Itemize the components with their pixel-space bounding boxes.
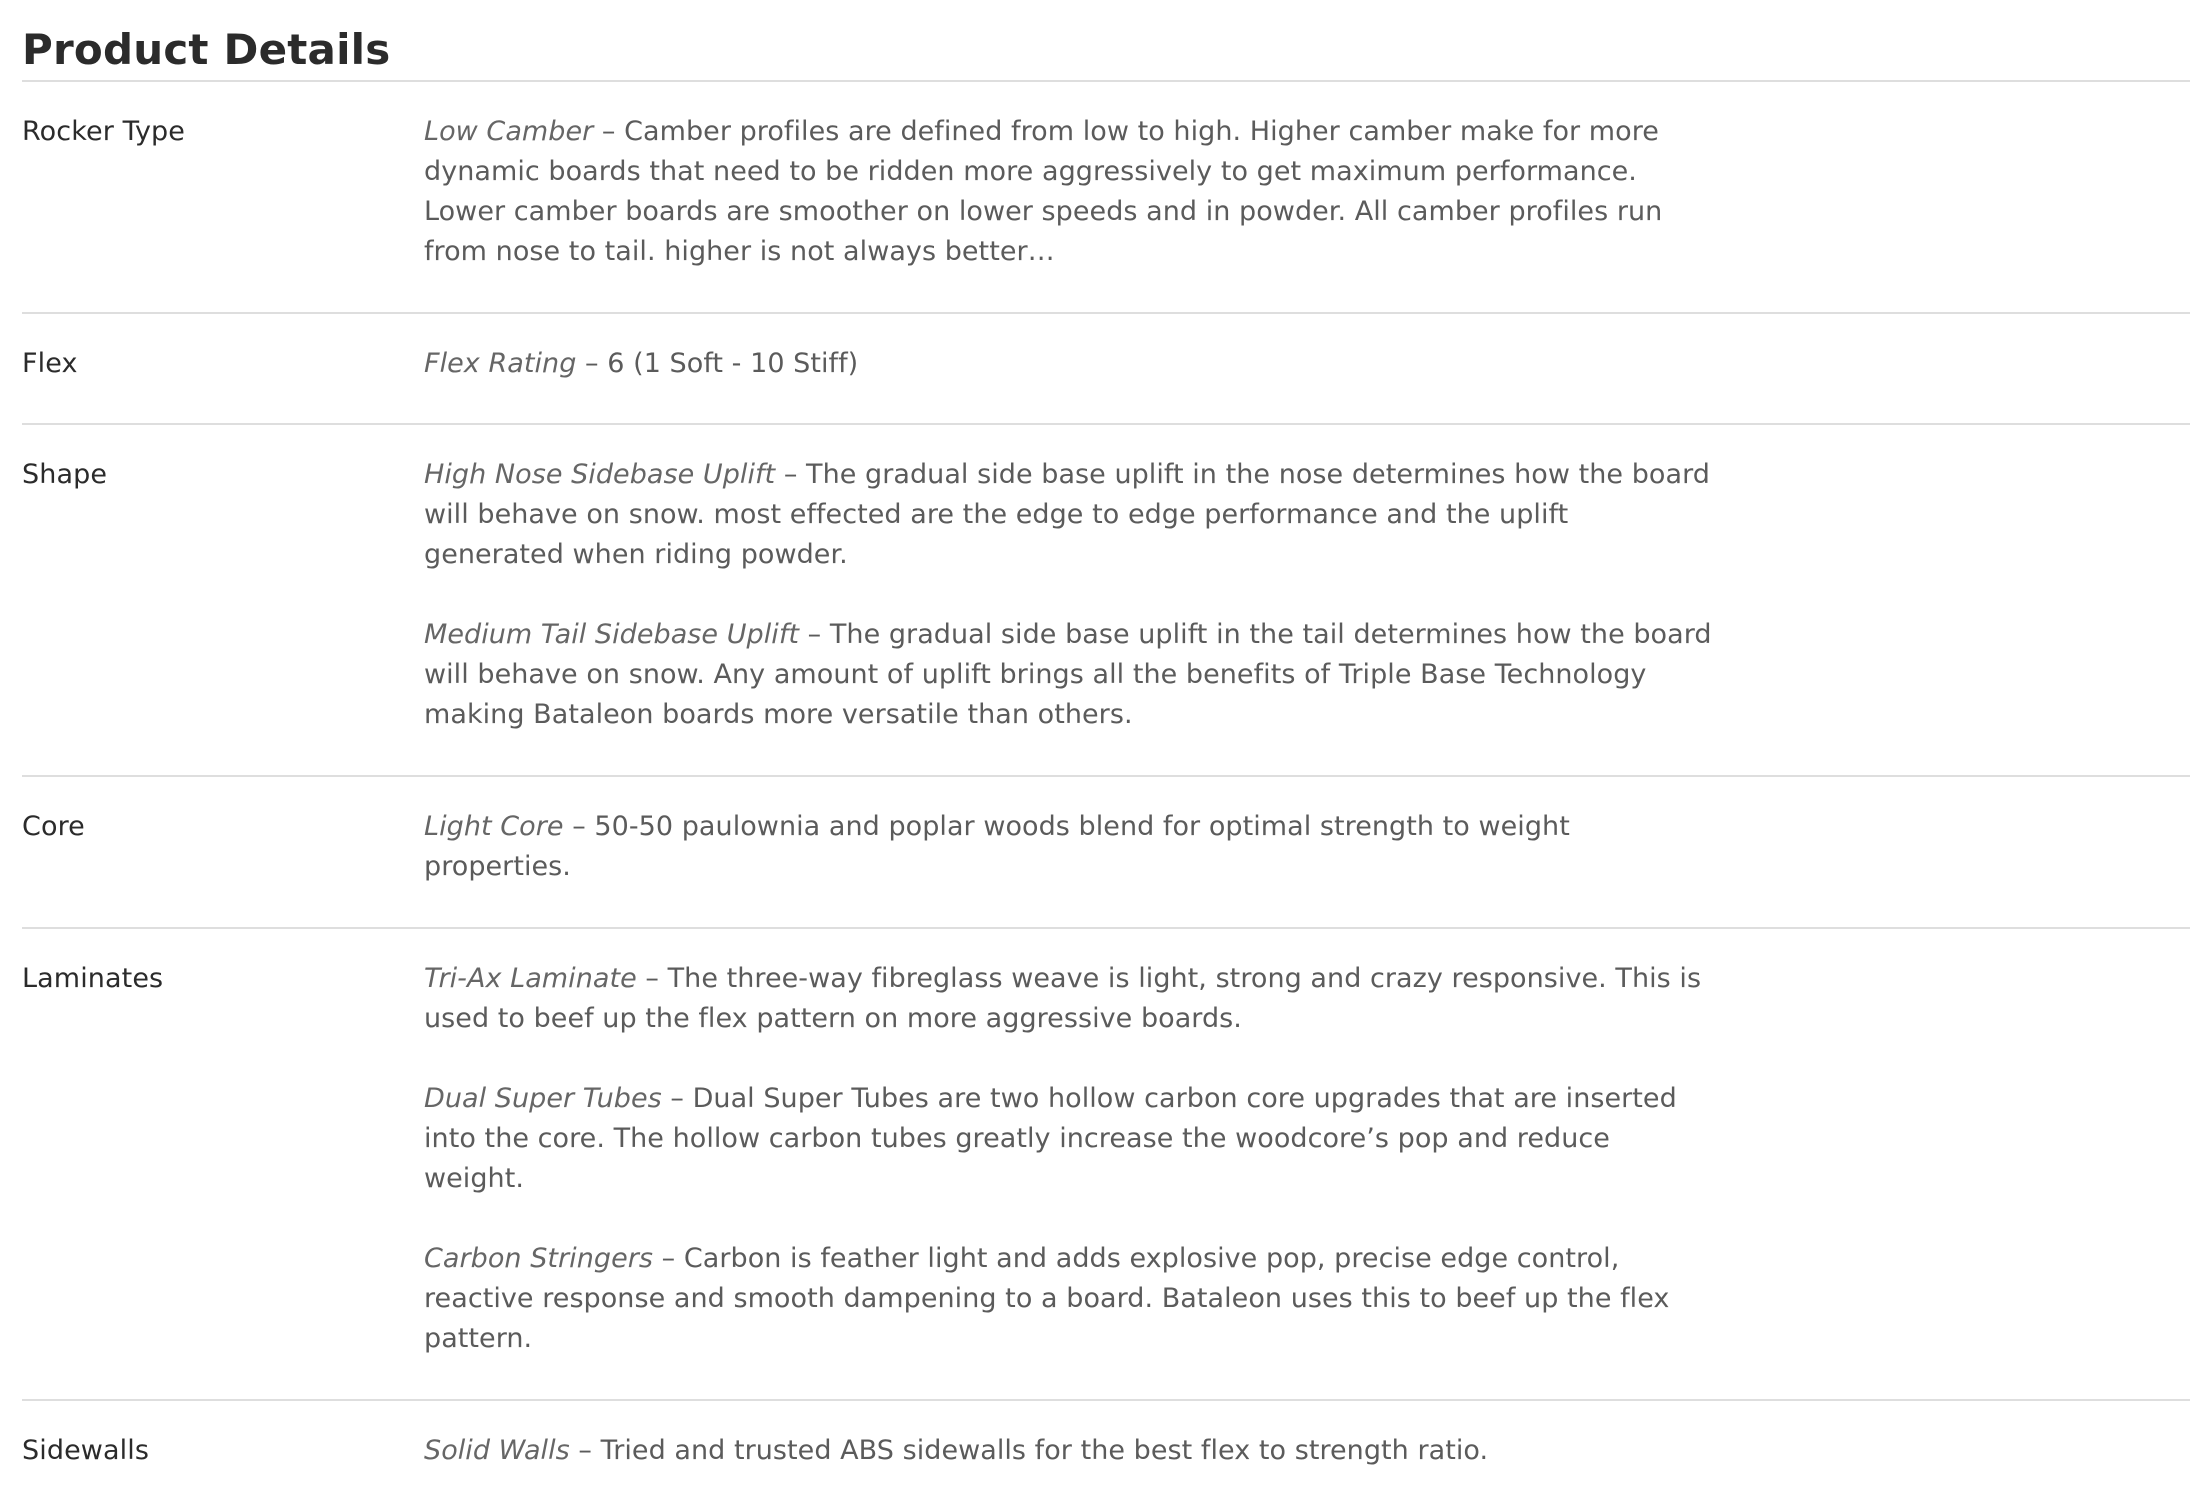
detail-entry	[424, 112, 1714, 272]
row-label: Rocker Type	[22, 116, 185, 147]
entry-description: Tried and trusted ABS sidewalls for the best flex to strength ratio.	[600, 1435, 1489, 1466]
entry-description: 50-50 paulownia and poplar woods blend for optimal strength to weight properties.	[424, 811, 1570, 882]
page-title: Product Details	[22, 25, 391, 74]
entry-description: The gradual side base uplift in the tail determines how the board will behave on snow. Any amount of uplift brings all the benefits of Triple Base Technology making Bataleon boards more versatile than others.	[424, 619, 1712, 730]
detail-row-laminates	[22, 929, 2190, 1401]
row-content	[424, 807, 1714, 895]
detail-row-rocker-type	[22, 82, 2190, 314]
detail-entry	[424, 1079, 1714, 1199]
detail-entry	[424, 455, 1714, 575]
entry-description: 6 (1 Soft - 10 Stiff)	[607, 348, 859, 379]
entry-separator: –	[645, 963, 659, 994]
entry-term: Carbon Stringers	[424, 1243, 654, 1274]
entry-term: Light Core	[424, 811, 564, 842]
row-content	[424, 112, 1714, 280]
entry-term: High Nose Sidebase Uplift	[424, 459, 776, 490]
detail-entry	[424, 807, 1714, 887]
entry-description: Dual Super Tubes are two hollow carbon core upgrades that are inserted into the core. The hollow carbon tubes greatly increase the woodcore’s pop and reduce weight.	[424, 1083, 1677, 1194]
detail-row-shape	[22, 425, 2190, 777]
entry-separator: –	[783, 459, 798, 490]
entry-separator: –	[601, 116, 616, 147]
entry-description: The gradual side base uplift in the nose determines how the board will behave on snow. most effected are the edge to edge performance and the uplift generated when riding powder.	[424, 459, 1710, 570]
entry-separator: –	[578, 1435, 592, 1466]
entry-term: Low Camber	[424, 116, 594, 147]
entry-description: Camber profiles are defined from low to high. Higher camber make for more dynamic boards that need to be ridden more aggressively to get maximum performance. Lower camber boards are smoother on lower speeds and in powder. All camber profiles run from nose to tail. higher is not always better…	[424, 116, 1663, 267]
entry-separator: –	[661, 1243, 676, 1274]
detail-row-sidewalls	[22, 1401, 2190, 1501]
entry-term: Tri-Ax Laminate	[424, 963, 637, 994]
row-label: Flex	[22, 348, 78, 379]
row-content	[424, 1431, 1714, 1469]
product-details-table	[22, 80, 2190, 1501]
row-label: Core	[22, 811, 85, 842]
row-content	[424, 455, 1714, 743]
detail-entry	[424, 959, 1714, 1039]
entry-description: Carbon is feather light and adds explosive pop, precise edge control, reactive response and smooth dampening to a board. Bataleon uses this to beef up the flex pattern.	[424, 1243, 1670, 1354]
row-label: Shape	[22, 459, 108, 490]
detail-row-flex	[22, 314, 2190, 425]
entry-term: Dual Super Tubes	[424, 1083, 662, 1114]
entry-separator: –	[572, 811, 586, 842]
row-content	[424, 344, 1714, 391]
row-label: Laminates	[22, 963, 164, 994]
entry-description: The three-way fibreglass weave is light, strong and crazy responsive. This is used to beef up the flex pattern on more aggressive boards.	[424, 963, 1702, 1034]
entry-term: Flex Rating	[424, 348, 577, 379]
entry-separator: –	[670, 1083, 684, 1114]
entry-separator: –	[585, 348, 599, 379]
detail-row-core	[22, 777, 2190, 929]
entry-term: Solid Walls	[424, 1435, 570, 1466]
entry-separator: –	[807, 619, 822, 650]
row-label: Sidewalls	[22, 1435, 149, 1466]
detail-entry	[424, 1239, 1714, 1359]
detail-entry	[424, 615, 1714, 735]
row-content	[424, 959, 1714, 1367]
detail-entry	[424, 344, 1714, 384]
entry-term: Medium Tail Sidebase Uplift	[424, 619, 800, 650]
detail-entry	[424, 1431, 1714, 1471]
